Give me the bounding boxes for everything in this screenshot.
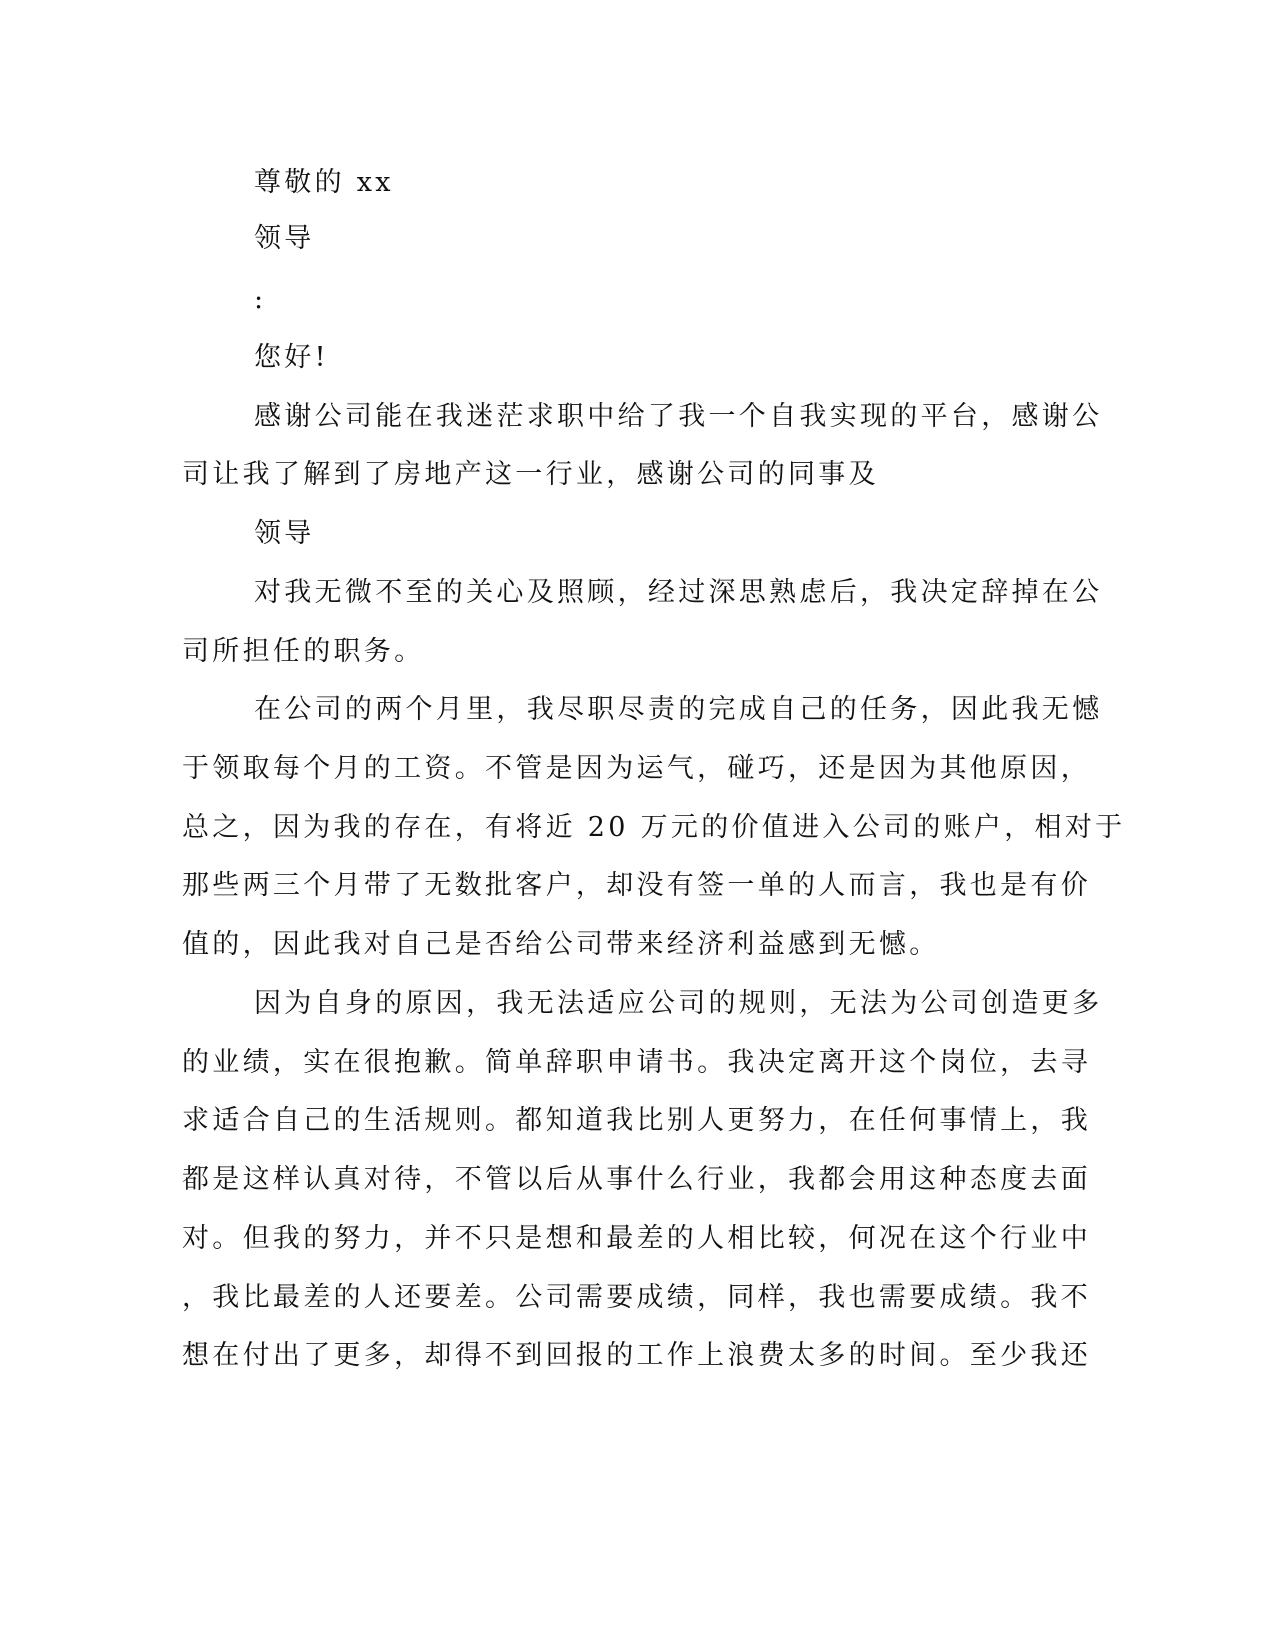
paragraph-4-line-4: 那些两三个月带了无数批客户，却没有签一单的人而言，我也是有价 <box>182 870 1091 901</box>
paragraph-5-line-5: 对。但我的努力，并不只是想和最差的人相比较，何况在这个行业中 <box>182 1223 1091 1254</box>
greeting: 您好! <box>254 342 329 373</box>
salutation-line-1: 尊敬的 xx <box>254 167 394 198</box>
paragraph-1-line-1: 感谢公司能在我迷茫求职中给了我一个自我实现的平台，感谢公 <box>254 401 1103 432</box>
salutation-line-2: 领导 <box>254 223 315 254</box>
salutation-line-3: : <box>254 284 267 315</box>
paragraph-3-line-1: 对我无微不至的关心及照顾，经过深思熟虑后，我决定辞掉在公 <box>254 577 1103 608</box>
paragraph-5-line-2: 的业绩，实在很抱歉。简单辞职申请书。我决定离开这个岗位，去寻 <box>182 1047 1091 1078</box>
paragraph-5-line-3: 求适合自己的生活规则。都知道我比别人更努力，在任何事情上，我 <box>182 1105 1091 1136</box>
paragraph-5-line-7: 想在付出了更多，却得不到回报的工作上浪费太多的时间。至少我还 <box>182 1340 1091 1371</box>
paragraph-1-line-2: 司让我了解到了房地产这一行业，感谢公司的同事及 <box>182 459 879 490</box>
paragraph-2-line-1: 领导 <box>254 518 315 549</box>
paragraph-4-line-1: 在公司的两个月里，我尽职尽责的完成自己的任务，因此我无憾 <box>254 694 1103 725</box>
paragraph-5-line-1: 因为自身的原因，我无法适应公司的规则，无法为公司创造更多 <box>254 988 1103 1019</box>
paragraph-3-line-2: 司所担任的职务。 <box>182 636 425 667</box>
paragraph-4-line-2: 于领取每个月的工资。不管是因为运气，碰巧，还是因为其他原因， <box>182 753 1091 784</box>
paragraph-5-line-6: ，我比最差的人还要差。公司需要成绩，同样，我也需要成绩。我不 <box>182 1282 1091 1313</box>
paragraph-5-line-4: 都是这样认真对待，不管以后从事什么行业，我都会用这种态度去面 <box>182 1164 1091 1195</box>
paragraph-4-line-3: 总之，因为我的存在，有将近 20 万元的价值进入公司的账户，相对于 <box>182 812 1126 843</box>
paragraph-4-line-5: 值的，因此我对自己是否给公司带来经济利益感到无憾。 <box>182 929 940 960</box>
